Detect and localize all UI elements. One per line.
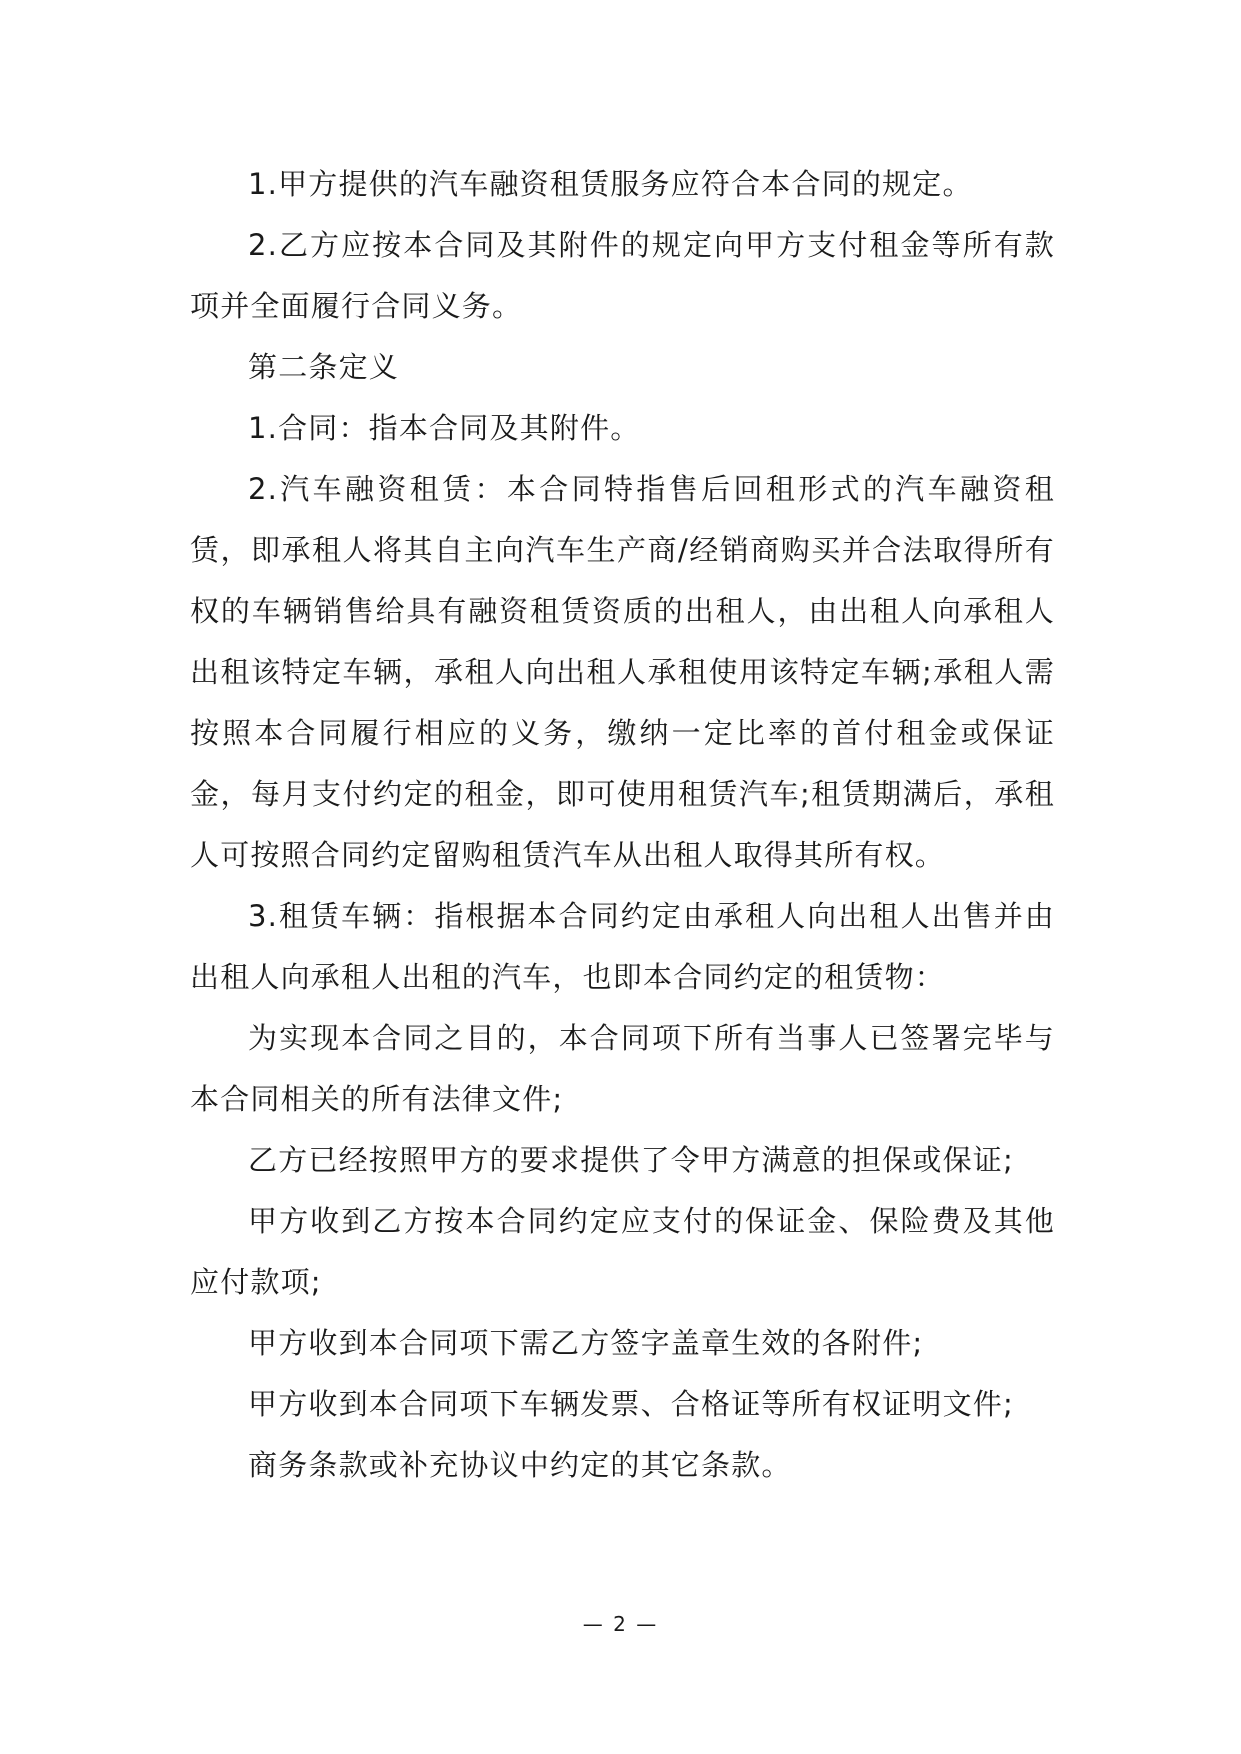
paragraph-condition-attachments: 甲方收到本合同项下需乙方签字盖章生效的各附件; (248, 1326, 924, 1360)
paragraph-condition-guarantee: 乙方已经按照甲方的要求提供了令甲方满意的担保或保证; (248, 1143, 1014, 1177)
paragraph-definition-contract: 1.合同：指本合同及其附件。 (248, 411, 641, 445)
paragraph-clause-1: 1.甲方提供的汽车融资租赁服务应符合本合同的规定。 (248, 167, 973, 201)
paragraph-definition-leasing: 2.汽车融资租赁：本合同特指售后回租形式的汽车融资租赁，即承租人将其自主向汽车生产商/经销商购买并合法取得所有权的车辆销售给具有融资租赁资质的出租人，由出租人向承租人出租该特定车辆，承租人向出租人承租使用该特定车辆;承租人需按照本合同履行相应的义务，缴纳一定比率的首付租金或保证金，每月支付约定的租金，即可使用租赁汽车;租赁期满后，承租人可按照合同约定留购租赁汽车从出租人取得其所有权。 (190, 472, 1055, 872)
page-number: — 2 — (582, 1612, 659, 1636)
section-heading-definitions: 第二条定义 (248, 350, 400, 384)
paragraph-condition-payments: 甲方收到乙方按本合同约定应支付的保证金、保险费及其他应付款项; (190, 1204, 1055, 1299)
paragraph-definition-vehicle: 3.租赁车辆：指根据本合同约定由承租人向出租人出售并由出租人向承租人出租的汽车，也即本合同约定的租赁物： (190, 899, 1055, 994)
paragraph-condition-other-terms: 商务条款或补充协议中约定的其它条款。 (248, 1448, 792, 1482)
paragraph-clause-2: 2.乙方应按本合同及其附件的规定向甲方支付租金等所有款项并全面履行合同义务。 (190, 228, 1055, 323)
paragraph-condition-ownership-docs: 甲方收到本合同项下车辆发票、合格证等所有权证明文件; (248, 1387, 1014, 1421)
document-body (190, 154, 1055, 1496)
paragraph-condition-legal-documents: 为实现本合同之目的，本合同项下所有当事人已签署完毕与本合同相关的所有法律文件; (190, 1021, 1055, 1116)
